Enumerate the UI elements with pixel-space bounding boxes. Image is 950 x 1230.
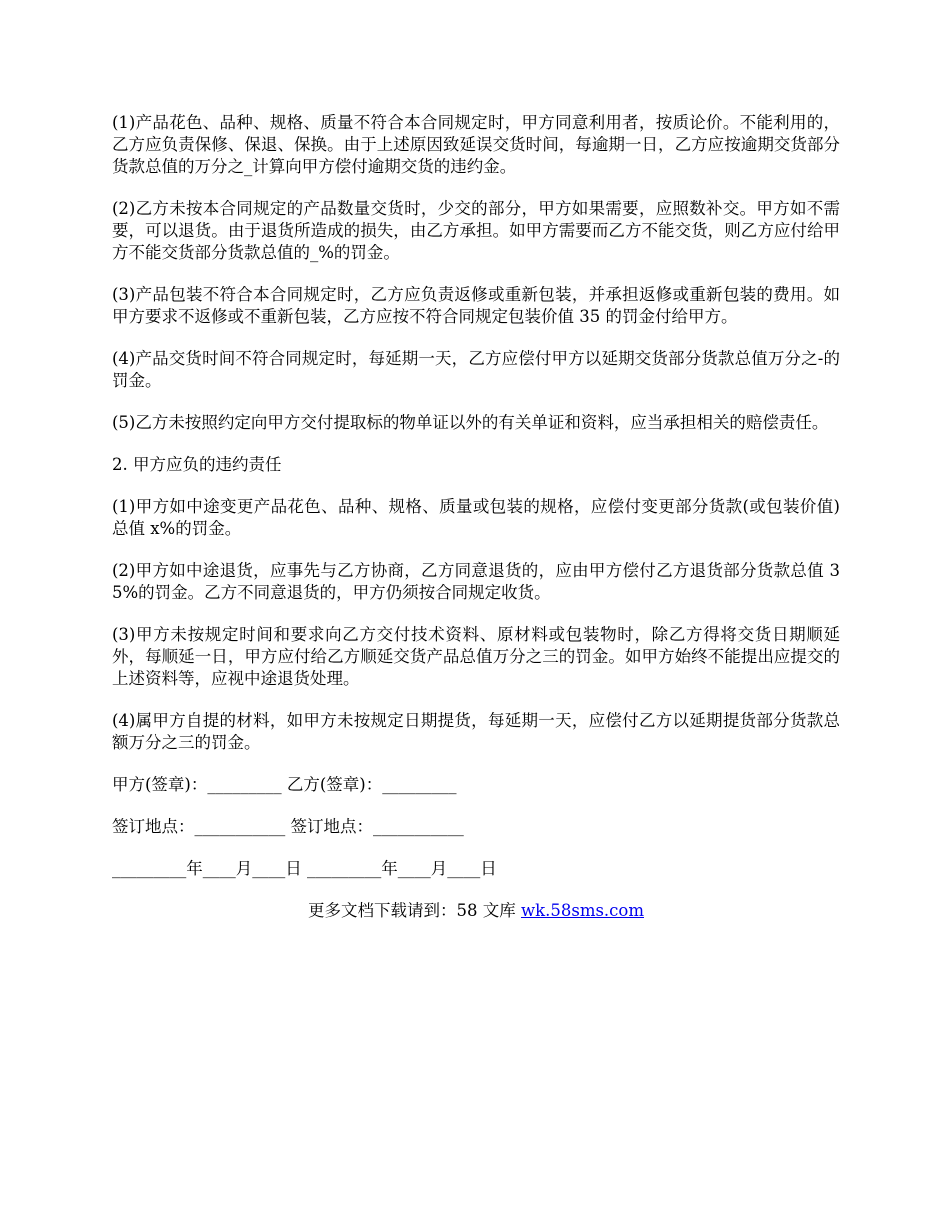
signing-location-line: 签订地点：___________ 签订地点：___________ [112,817,464,836]
clause-seller-5: (5)乙方未按照约定向甲方交付提取标的物单证以外的有关单证和资料，应当承担相关的赔偿责任。 [112,413,829,432]
clause-buyer-2: (2)甲方如中途退货，应事先与乙方协商，乙方同意退货的，应由甲方偿付乙方退货部分货款总值 35%的罚金。乙方不同意退货的，甲方仍须按合同规定收货。 [112,561,840,602]
footer-text: 更多文档下载请到：58 文库 [307,901,521,920]
signing-date-line: _________年____月____日 _________年____月____日 [112,859,497,878]
footer-link[interactable]: wk.58sms.com [520,901,644,920]
clause-buyer-3: (3)甲方未按规定时间和要求向乙方交付技术资料、原材料或包装物时，除乙方得将交货日期顺延外，每顺延一日，甲方应付给乙方顺延交货产品总值万分之三的罚金。如甲方始终不能提出应提交的上述资料等，应视中途退货处理。 [112,625,840,688]
clause-seller-4: (4)产品交货时间不符合同规定时，每延期一天，乙方应偿付甲方以延期交货部分货款总值万分之-的罚金。 [112,349,840,390]
clause-seller-2: (2)乙方未按本合同规定的产品数量交货时，少交的部分，甲方如果需要，应照数补交。甲方如不需要，可以退货。由于退货所造成的损失，由乙方承担。如甲方需要而乙方不能交货，则乙方应付给甲方不能交货部分货款总值的_%的罚金。 [112,199,840,262]
clause-buyer-4: (4)属甲方自提的材料，如甲方未按规定日期提货，每延期一天，应偿付乙方以延期提货部分货款总额万分之三的罚金。 [112,711,840,752]
clause-seller-1: (1)产品花色、品种、规格、质量不符合本合同规定时，甲方同意利用者，按质论价。不能利用的，乙方应负责保修、保退、保换。由于上述原因致延误交货时间，每逾期一日，乙方应按逾期交货部分货款总值的万分之_计算向甲方偿付逾期交货的违约金。 [112,113,840,176]
section-title-buyer-liability: 2. 甲方应负的违约责任 [112,455,282,474]
footer [112,900,840,922]
clause-seller-3: (3)产品包装不符合本合同规定时，乙方应负责返修或重新包装，并承担返修或重新包装的费用。如甲方要求不返修或不重新包装，乙方应按不符合同规定包装价值 35 的罚金付给甲方。 [112,285,840,326]
signature-line: 甲方(签章)：_________ 乙方(签章)：_________ [112,775,457,794]
document-page [112,112,840,922]
clause-buyer-1: (1)甲方如中途变更产品花色、品种、规格、质量或包装的规格，应偿付变更部分货款(或包装价值)总值 x%的罚金。 [112,497,840,538]
